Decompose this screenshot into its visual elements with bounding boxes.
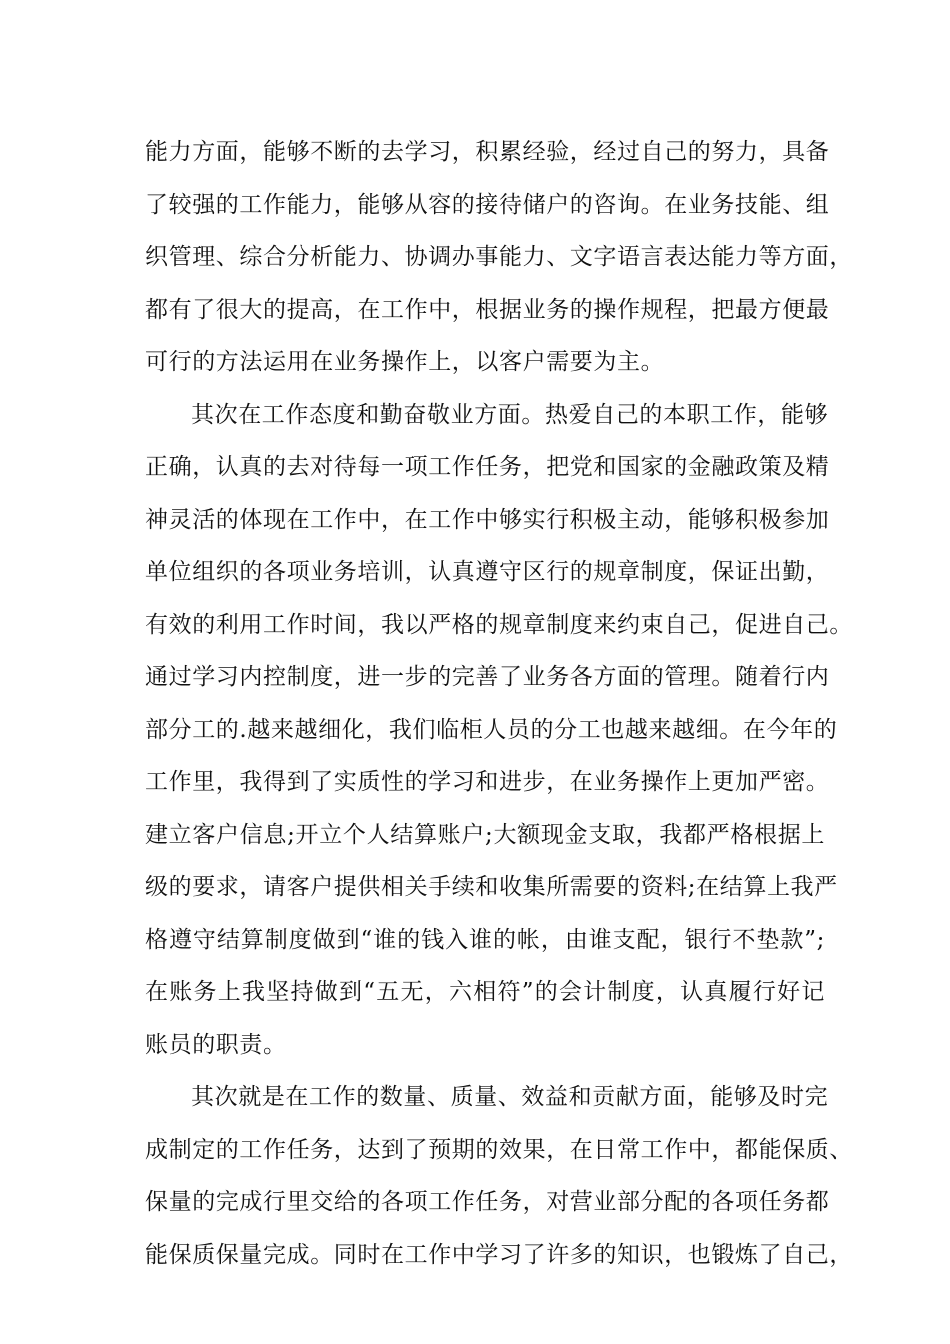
text-line: 部分工的.越来越细化，我们临柜人员的分工也越来越细。在今年的 xyxy=(145,716,838,743)
paragraph-start-line: 其次就是在工作的数量、质量、效益和贡献方面，能够及时完 xyxy=(191,1084,829,1110)
text-line: 有效的利用工作时间，我以严格的规章制度来约束自己，促进自己。 xyxy=(145,611,853,638)
text-line: 正确，认真的去对待每一项工作任务，把党和国家的金融政策及精 xyxy=(145,454,830,480)
text-line: 能力方面，能够不断的去学习，积累经验，经过自己的努力，具备 xyxy=(145,139,830,165)
text-line: 账员的职责。 xyxy=(145,1031,287,1058)
text-line: 建立客户信息;开立个人结算账户;大额现金支取，我都严格根据上 xyxy=(145,821,825,848)
text-line: 可行的方法运用在业务操作上，以客户需要为主。 xyxy=(145,349,665,375)
text-line: 成制定的工作任务，达到了预期的效果，在日常工作中，都能保质、 xyxy=(145,1136,853,1163)
text-line: 级的要求，请客户提供相关手续和收集所需要的资料;在结算上我严 xyxy=(145,874,838,900)
text-line: 工作里，我得到了实质性的学习和进步，在业务操作上更加严密。 xyxy=(145,769,830,795)
text-line: 通过学习内控制度，进一步的完善了业务各方面的管理。随着行内 xyxy=(145,664,830,690)
text-line: 格遵守结算制度做到“谁的钱入谁的帐，由谁支配，银行不垫款”; xyxy=(145,926,825,953)
body-text xyxy=(145,126,853,1281)
text-line: 神灵活的体现在工作中，在工作中够实行积极主动，能够积极参加 xyxy=(145,506,830,533)
text-line: 了较强的工作能力，能够从容的接待储户的咨询。在业务技能、组 xyxy=(145,191,830,218)
text-line: 织管理、综合分析能力、协调办事能力、文字语言表达能力等方面， xyxy=(145,244,853,270)
text-line: 在账务上我坚持做到“五无，六相符”的会计制度，认真履行好记 xyxy=(145,979,825,1005)
text-line: 都有了很大的提高，在工作中，根据业务的操作规程，把最方便最 xyxy=(145,296,830,323)
text-line: 能保质保量完成。同时在工作中学习了许多的知识，也锻炼了自己， xyxy=(145,1241,853,1268)
paragraph-start-line: 其次在工作态度和勤奋敬业方面。热爱自己的本职工作，能够 xyxy=(191,401,829,428)
text-line: 保量的完成行里交给的各项工作任务，对营业部分配的各项任务都 xyxy=(145,1189,830,1215)
text-line: 单位组织的各项业务培训，认真遵守区行的规章制度，保证出勤， xyxy=(145,559,830,585)
